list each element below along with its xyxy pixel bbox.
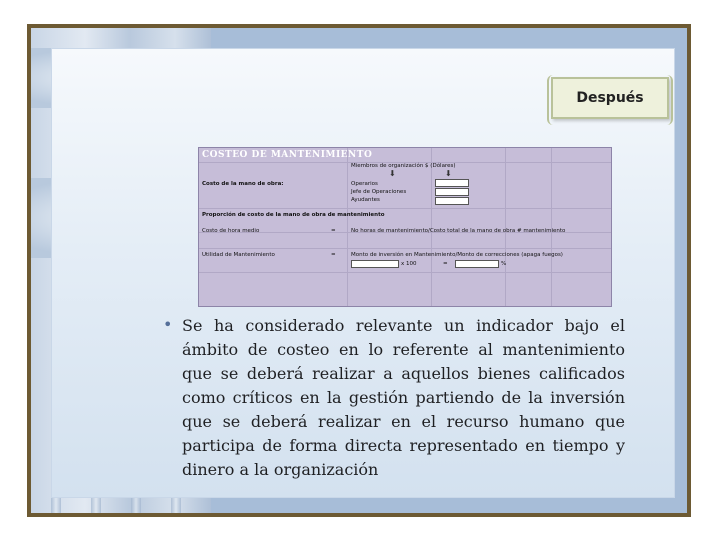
value-box-result bbox=[455, 260, 499, 268]
value-box-numerator bbox=[351, 260, 399, 268]
despues-banner bbox=[551, 77, 669, 119]
value-box-operarios bbox=[435, 179, 469, 187]
table-header-right: Miembros de organización $ (Dólares) bbox=[351, 163, 456, 169]
slide-frame bbox=[27, 24, 691, 517]
formula-utilidad: Monto de inversión en Mantenimiento/Monto de correcciones (apaga fuegos) bbox=[351, 252, 563, 258]
table-divider bbox=[505, 148, 506, 306]
banner-label: Después bbox=[576, 90, 644, 106]
times-hundred: x 100 bbox=[401, 261, 417, 267]
table-divider bbox=[199, 272, 611, 273]
value-box-jefe bbox=[435, 188, 469, 196]
slide-background bbox=[31, 28, 687, 513]
table-divider bbox=[199, 248, 611, 249]
formula-horas: No horas de mantenimiento/Costo total de la mano de obra # mantenimiento bbox=[351, 228, 566, 234]
costeo-table bbox=[198, 147, 612, 307]
role-jefe: Jefe de Operaciones bbox=[351, 189, 407, 195]
table-divider bbox=[347, 148, 348, 306]
row-utilidad: Utilidad de Mantenimiento bbox=[202, 252, 275, 258]
content-card bbox=[51, 48, 675, 498]
table-title: COSTEO DE MANTENIMIENTO bbox=[202, 150, 373, 160]
arrow-down-icon: ⬇ bbox=[389, 169, 396, 178]
table-divider bbox=[551, 148, 552, 306]
equals-sign: = bbox=[443, 261, 448, 267]
table-divider bbox=[199, 208, 611, 209]
equals-sign: = bbox=[331, 252, 336, 258]
role-operarios: Operarios bbox=[351, 181, 378, 187]
row-mano-obra: Costo de la mano de obra: bbox=[202, 181, 284, 187]
equals-sign: = bbox=[331, 228, 336, 234]
row-proporcion: Proporción de costo de la mano de obra de mantenimiento bbox=[202, 212, 385, 218]
bullet-icon: • bbox=[163, 315, 173, 334]
percent-sign: % bbox=[501, 261, 507, 267]
value-box-ayudantes bbox=[435, 197, 469, 205]
table-divider bbox=[431, 148, 432, 306]
bullet-paragraph: Se ha considerado relevante un indicador bajo el ámbito de costeo en lo referente al mantenimiento que se deberá realizar a aquellos bienes calificados como críticos en la gestión partiendo de la inversión que se deberá realizar en el recurso humano que participa de forma directa representado en tiempo y dinero a la organización bbox=[182, 316, 625, 479]
row-costo-hora: Costo de hora medio bbox=[202, 228, 260, 234]
role-ayudantes: Ayudantes bbox=[351, 197, 380, 203]
arrow-down-icon: ⬇ bbox=[445, 169, 452, 178]
